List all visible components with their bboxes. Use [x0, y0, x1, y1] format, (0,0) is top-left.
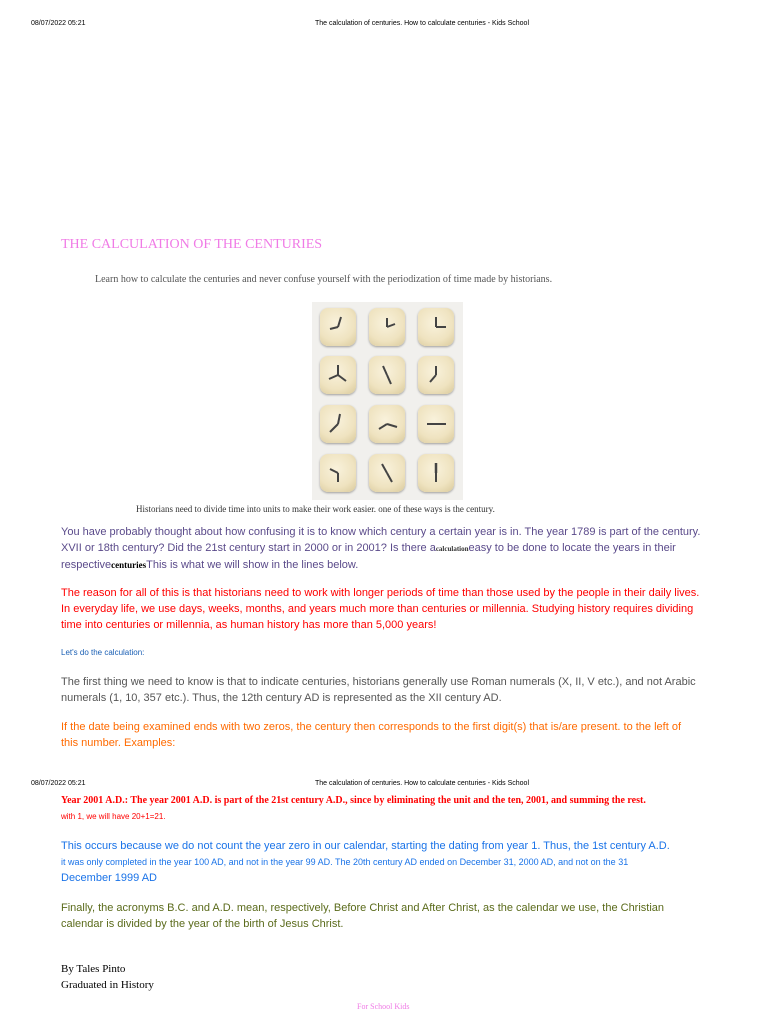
- author-name: By Tales Pinto: [61, 963, 126, 975]
- byline: [61, 961, 154, 993]
- paragraph-3: The first thing we need to know is that to indicate centuries, historians generally use Roman numerals (X, II, V etc.), and not Arabic numerals (1, 10, 357 etc.). Thus, the 12th century AD is represented as the XII century AD.: [61, 676, 696, 704]
- footer-link[interactable]: For School Kids: [357, 1002, 410, 1011]
- clock-icon: [320, 308, 356, 346]
- clock-icon: [320, 454, 356, 492]
- p1-centuries-word: centuries: [111, 560, 147, 570]
- paragraph-7: Finally, the acronyms B.C. and A.D. mean, respectively, Before Christ and After Christ, as the calendar we use, the Christian calendar is divided by the year of the birth of Jesus Christ.: [61, 902, 665, 930]
- author-credential: Graduated in History: [61, 979, 154, 991]
- clock-icon: [320, 405, 356, 443]
- header-date-page2: 08/07/2022 05:21: [31, 780, 86, 787]
- paragraph-1: [61, 524, 701, 573]
- paragraph-6: [61, 838, 701, 886]
- p1-calculation-word: calculation: [435, 545, 469, 553]
- clock-icon: [369, 405, 405, 443]
- calculation-heading: Let's do the calculation:: [61, 648, 145, 657]
- image-caption: Historians need to divide time into units to make their work easier. one of these ways is the century.: [136, 504, 495, 514]
- paragraph-2: The reason for all of this is that historians need to work with longer periods of time than those used by the people in their daily lives. In everyday life, we use days, weeks, months, and years much more than centuries or millennia. Studying history requires dividing time into centuries or millennia, as human history has more than 5,000 years!: [61, 587, 700, 631]
- example-line-2: with 1, we will have 20+1=21.: [61, 812, 166, 821]
- clock-icon: [418, 405, 454, 443]
- header-title-page2: The calculation of centuries. How to calculate centuries - Kids School: [315, 780, 529, 787]
- p1-text-e: This is what we will show in the lines below.: [146, 559, 359, 571]
- intro-text: Learn how to calculate the centuries and never confuse yourself with the periodization of time made by historians.: [95, 274, 553, 285]
- paragraph-4: If the date being examined ends with two zeros, the century then corresponds to the first digit(s) that is/are present. to the left of this number. Examples:: [61, 721, 682, 749]
- p1-text-a: You have probably thought about how confusing it is to know which century a certain year is in. The year 1789 is part of the century. XVII or 18th century? Did the 21st century start in 2000 or in 2001? Is there a: [61, 526, 701, 554]
- clock-icon: [369, 454, 405, 492]
- clock-grid-image: [312, 302, 463, 500]
- p6-text-a: This occurs because we do not count the year zero in our calendar, starting the dating from year 1. Thus, the 1st century A.D.: [61, 840, 670, 852]
- clock-icon: [418, 454, 454, 492]
- p6-text-b: it was only completed in the year 100 AD, and not in the year 99 AD. The 20th century AD ended on December 31, 2000 AD, and not on the 31: [61, 857, 629, 867]
- header-title: The calculation of centuries. How to calculate centuries - Kids School: [315, 20, 529, 27]
- clock-icon: [418, 308, 454, 346]
- p1-text-c: easy to be done to locate the years in their respective: [61, 542, 676, 571]
- example-line-1: Year 2001 A.D.: The year 2001 A.D. is part of the 21st century A.D., since by eliminating the unit and the ten, 2001, and summing the rest.: [61, 795, 646, 806]
- p6-text-c: December 1999 AD: [61, 872, 157, 884]
- clock-icon: [369, 308, 405, 346]
- page-title: THE CALCULATION OF THE CENTURIES: [61, 237, 323, 252]
- header-date: 08/07/2022 05:21: [31, 20, 86, 27]
- clock-icon: [320, 356, 356, 394]
- clock-icon: [418, 356, 454, 394]
- clock-icon: [369, 356, 405, 394]
